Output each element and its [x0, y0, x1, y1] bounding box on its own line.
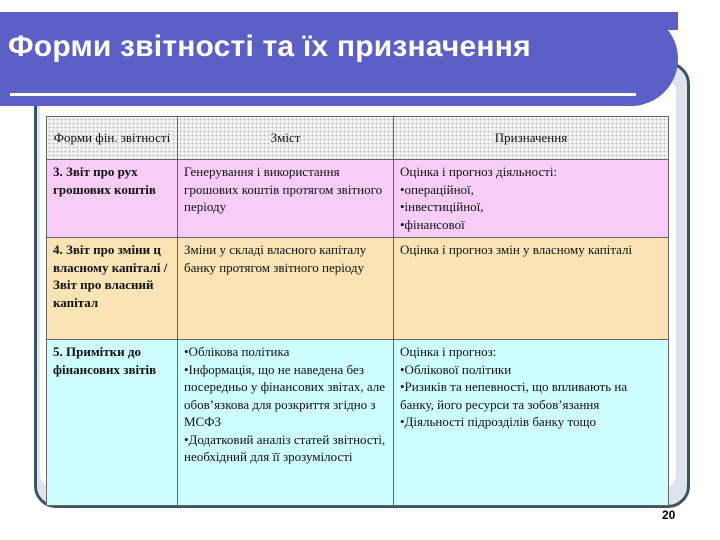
table-row	[47, 160, 669, 238]
purpose-cell	[394, 238, 669, 340]
title-underline	[10, 93, 636, 96]
form-cell: 5. Примітки до фінансових звітів	[47, 340, 178, 506]
purpose-line: •операційної,	[400, 181, 474, 197]
content-line: •Облікова політика	[184, 344, 290, 359]
table-row	[47, 238, 669, 340]
content-cell	[178, 160, 394, 238]
content-line: Зміни у складі власного капіталу банку протягом звітного періоду	[184, 242, 367, 275]
content-cell	[178, 340, 394, 506]
content-cell	[178, 238, 394, 340]
page-number: 20	[662, 508, 676, 522]
table-row	[47, 340, 669, 506]
purpose-cell	[394, 160, 669, 238]
header-content: Зміст	[178, 117, 394, 160]
form-cell: 3. Звіт про рух грошових коштів	[47, 160, 178, 238]
content-line: •Інформація, що не наведена без посередньо у фінансових звітах, але обов’язкова для розкриття згідно з МСФЗ	[184, 361, 386, 429]
purpose-line: •інвестиційної,	[400, 199, 484, 214]
purpose-line: •фінансової	[400, 216, 465, 232]
purpose-line: •Облікової політики	[400, 361, 512, 377]
content-line: •Додатковий аналіз статей звітності, необхідний для її зрозумілості	[184, 431, 386, 464]
purpose-line: Оцінка і прогноз діяльності:	[400, 164, 558, 179]
purpose-cell	[394, 340, 669, 506]
header-forms: Форми фін. звітності	[47, 117, 178, 160]
form-cell: 4. Звіт про зміни ц власному капіталі / Звіт про власний капітал	[47, 238, 178, 340]
page-title: Форми звітності та їх призначення	[8, 30, 531, 63]
purpose-line: Оцінка і прогноз:	[400, 344, 497, 359]
purpose-line: •Ризиків та непевності, що впливають на банку, його ресурси та зобов’язання	[400, 379, 628, 412]
table-header-row	[47, 117, 669, 160]
header-purpose: Призначення	[394, 117, 669, 160]
purpose-line: •Діяльності підрозділів банку тощо	[400, 414, 597, 429]
content-line: Генерування і використання грошових коштів протягом звітного періоду	[184, 164, 383, 214]
report-forms-table	[46, 116, 669, 506]
purpose-line: Оцінка і прогноз змін у власному капіталі	[400, 242, 633, 257]
